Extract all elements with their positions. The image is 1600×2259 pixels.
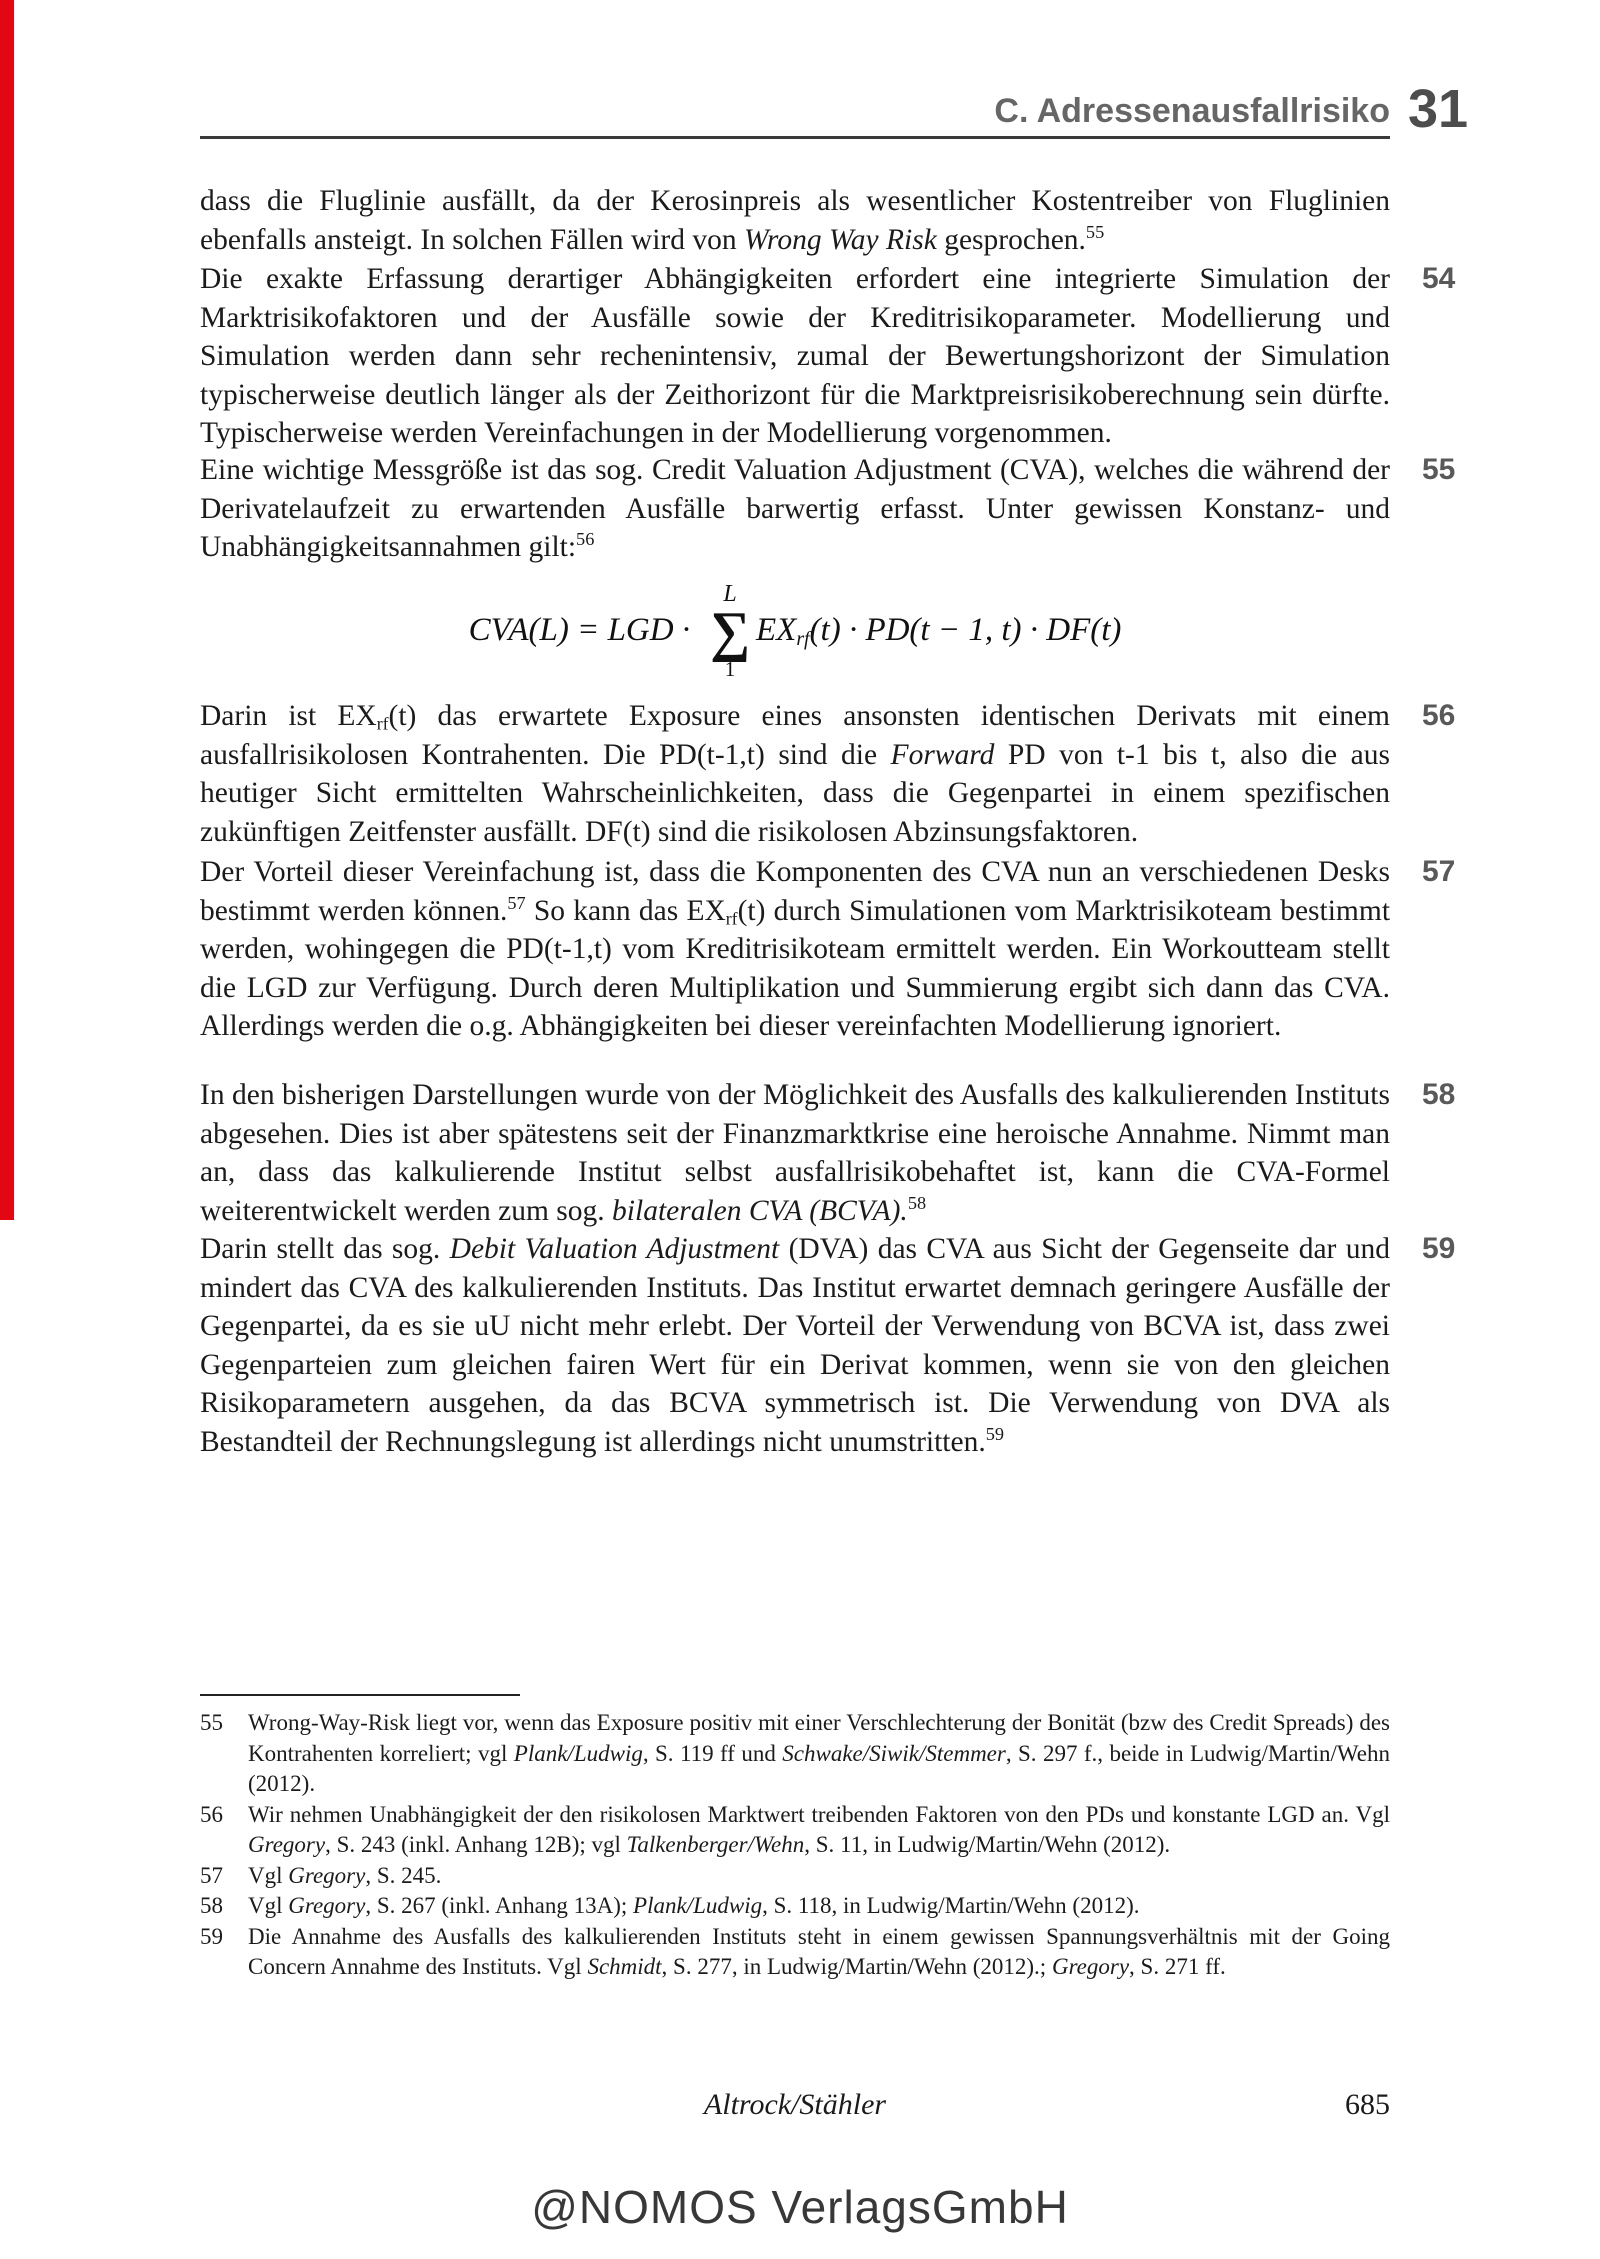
- text-run: 58: [907, 1192, 927, 1213]
- footer-authors: Altrock/Stähler: [703, 2088, 887, 2121]
- margin-number: 54: [1422, 262, 1456, 295]
- text-run: , S. 271 ff.: [1129, 1954, 1226, 1979]
- paragraph: [200, 182, 1390, 259]
- text-run: , S. 245.: [365, 1862, 442, 1888]
- formula-rhs: [756, 612, 1121, 649]
- paragraph: [200, 260, 1456, 453]
- text-run: , S. 119 ff und: [642, 1740, 783, 1766]
- text-run: Forward: [890, 738, 995, 771]
- text-run: dass die Fluglinie ausfällt, da der Kerosinpreis als wesentlicher Kostentreiber von Fluglinien ebenfalls ansteigt. In solchen Fällen wird von: [200, 185, 1390, 256]
- header-margin-page-marker: 31: [1408, 79, 1469, 139]
- margin-number: 55: [1422, 453, 1456, 486]
- text-run: Wrong Way Risk: [743, 223, 937, 256]
- footnote-number: 55: [200, 1710, 223, 1735]
- text-run: , S. 11, in Ludwig/Martin/Wehn (2012).: [804, 1832, 1171, 1857]
- paragraph: [200, 853, 1456, 1046]
- formula-rhs-subscript: rf: [796, 627, 810, 650]
- footer-page-number: 685: [1345, 2088, 1390, 2121]
- footnote-number: 59: [200, 1923, 223, 1949]
- margin-number: 58: [1422, 1078, 1456, 1111]
- paragraph-text: [200, 260, 1390, 453]
- text-run: Gregory: [288, 1862, 366, 1888]
- summation-symbol: [710, 582, 750, 680]
- footnote-number: 58: [200, 1893, 223, 1918]
- footnote: [200, 1708, 1390, 1800]
- text-run: , S. 243 (inkl. Anhang 12B); vgl: [325, 1832, 627, 1857]
- text-run: Wrong-Way-Risk liegt vor, wenn das Exposure positiv mit einer Verschlechterung der Bonität (bzw des Credit Spreads) des Kontrahenten korreliert; vgl: [248, 1710, 1390, 1766]
- footnote-text: [248, 1891, 1390, 1922]
- paragraph-text: [200, 451, 1390, 567]
- text-run: Vgl: [248, 1862, 289, 1888]
- formula-rhs-rest: (t) · PD(t − 1, t) · DF(t): [809, 612, 1122, 648]
- spine-red-bar: [0, 0, 14, 1220]
- paragraph-text: [200, 697, 1390, 851]
- footnote: [200, 1891, 1390, 1922]
- formula-rhs-base: EX: [756, 612, 797, 648]
- paragraph: [200, 697, 1456, 851]
- text-run: , S. 297 f., beide in Ludwig/Martin/Wehn (2012).: [248, 1740, 1390, 1796]
- text-run: In den bisherigen Darstellungen wurde von der Möglichkeit des Ausfalls des kalkulierenden Instituts abgesehen. Dies ist aber spätestens seit der Finanzmarktkrise eine heroische Annahme. Nimmt man an, dass das kalkulierende Institut selbst ausfallrisikobehaftet ist, kann die CVA-Formel weiterentwickelt werden zum sog.: [200, 1079, 1390, 1227]
- text-run: Der Vorteil dieser Vereinfachung ist, dass die Komponenten des CVA nun an verschiedenen Desks bestimmt werden können.: [200, 856, 1390, 927]
- text-run: Eine wichtige Messgröße ist das sog. Credit Valuation Adjustment (CVA), welches die während der Derivatelaufzeit zu erwartenden Ausfälle barwertig erfasst. Unter gewissen Konstanz- und Unabhängigkeitsannahmen gilt:: [200, 454, 1390, 563]
- text-run: (DVA) das CVA aus Sicht der Gegenseite dar und mindert das CVA des kalkulierenden Instituts. Das Institut erwartet demnach geringere Ausfälle der Gegenpartei, da es sie uU nicht mehr erlebt. Der Vorteil der Verwendung von BCVA ist, dass zwei Gegenparteien zum gleichen fairen Wert für ein Derivat kommen, wenn sie von den gleichen Risikoparametern ausgehen, da das BCVA symmetrisch ist. Die Verwendung von DVA als Bestandteil der Rechnungslegung ist allerdings nicht unumstritten.: [200, 1233, 1390, 1458]
- footnote-text: [248, 1800, 1390, 1861]
- text-run: , S. 267 (inkl. Anhang 13A);: [365, 1893, 634, 1918]
- text-run: 59: [985, 1423, 1004, 1444]
- paragraph-text: [200, 1076, 1390, 1230]
- header-section-title: C. Adressenausfallrisiko: [994, 92, 1390, 130]
- text-run: PD von t-1 bis t, also die aus heutiger Sicht ermittelten Wahrscheinlichkeiten, dass die Gegenpartei in einem spezifischen zukünftigen Zeitfenster ausfällt. DF(t) sind die risikolosen Abzinsungsfaktoren.: [200, 738, 1390, 848]
- footnotes: [200, 1708, 1390, 1983]
- text-run: Schmidt: [587, 1954, 662, 1979]
- paragraph: [200, 1076, 1456, 1230]
- footnote-separator-rule: [200, 1694, 520, 1696]
- sum-lower-limit: 1: [724, 656, 736, 681]
- text-run: Debit Valuation Adjustment: [449, 1233, 780, 1265]
- paragraph-text: [200, 853, 1390, 1046]
- text-run: Wir nehmen Unabhängigkeit der den risikolosen Marktwert treibenden Faktoren von den PDs und konstante LGD an. Vgl: [248, 1801, 1390, 1827]
- text-run: 57: [507, 892, 526, 913]
- text-run: gesprochen.: [936, 223, 1086, 256]
- footnote: [200, 1922, 1390, 1983]
- footnote-text: [248, 1922, 1390, 1983]
- header-rule: [200, 136, 1390, 139]
- footnote: [200, 1800, 1390, 1861]
- cva-formula: [200, 568, 1390, 693]
- text-run: Vgl: [248, 1893, 289, 1918]
- margin-number: 57: [1422, 855, 1456, 888]
- text-run: rf: [376, 713, 389, 734]
- paragraph-text: [200, 1230, 1390, 1461]
- text-run: 55: [1085, 221, 1105, 242]
- text-run: Plank/Ludwig: [513, 1740, 643, 1766]
- margin-number: 59: [1422, 1232, 1456, 1265]
- text-run: Die exakte Erfassung derartiger Abhängigkeiten erfordert eine integrierte Simulation der Marktrisikofaktoren und der Ausfälle sowie der Kreditrisikoparameter. Modellierung und Simulation werden dann sehr rechenintensiv, zumal der Bewertungshorizont der Simulation typischerweise deutlich länger als der Zeithorizont für die Marktpreisrisikoberechnung sein dürfte. Typischerweise werden Vereinfachungen in der Modellierung vorgenommen.: [200, 263, 1390, 449]
- footnote-number: 56: [200, 1801, 223, 1827]
- text-run: Darin stellt das sog.: [200, 1233, 450, 1265]
- footnote: [200, 1861, 1390, 1892]
- formula-lhs: CVA(L) = LGD ·: [468, 612, 691, 648]
- paragraph: [200, 451, 1456, 567]
- text-run: Gregory: [288, 1893, 366, 1918]
- margin-number: 56: [1422, 699, 1456, 732]
- text-run: (t) das erwartete Exposure eines ansonsten identischen Derivats mit einem ausfallrisikolosen Kontrahenten. Die PD(t-1,t) sind die: [200, 700, 1390, 771]
- footnote-text: [248, 1861, 1390, 1892]
- text-run: bilateralen CVA (BCVA).: [612, 1194, 908, 1227]
- text-run: rf: [725, 907, 738, 928]
- text-run: (t) durch Simulationen vom Marktrisikoteam bestimmt werden, wohingegen die PD(t-1,t) vom Kreditrisikoteam ermittelt werden. Ein Workoutteam stellt die LGD zur Verfügung. Durch deren Multiplikation und Summierung ergibt sich dann das CVA. Allerdings werden die o.g. Abhängigkeiten bei dieser vereinfachten Modellierung ignoriert.: [200, 894, 1391, 1042]
- footnote-text: [248, 1708, 1390, 1800]
- text-run: 56: [576, 529, 595, 550]
- sigma-icon: ∑: [710, 600, 751, 663]
- text-run: So kann das EX: [525, 894, 726, 927]
- text-run: Gregory: [248, 1832, 326, 1857]
- footnote-number: 57: [200, 1862, 223, 1888]
- text-run: , S. 277, in Ludwig/Martin/Wehn (2012).;: [661, 1954, 1052, 1979]
- text-run: Gregory: [1051, 1954, 1130, 1979]
- text-run: , S. 118, in Ludwig/Martin/Wehn (2012).: [762, 1893, 1140, 1918]
- sum-upper-limit: L: [723, 580, 737, 607]
- text-run: Talkenberger/Wehn: [626, 1832, 805, 1857]
- text-run: Schwake/Siwik/Stemmer: [782, 1740, 1006, 1766]
- text-run: Plank/Ludwig: [633, 1893, 763, 1918]
- paragraph: [200, 1230, 1456, 1461]
- publisher-watermark: @NOMOS VerlagsGmbH: [531, 2181, 1069, 2233]
- paragraph-text: [200, 182, 1390, 259]
- text-run: Darin ist EX: [200, 700, 377, 732]
- text-run: Die Annahme des Ausfalls des kalkulierenden Instituts steht in einem gewissen Spannungsverhältnis mit der Going Concern Annahme des Instituts. Vgl: [248, 1923, 1390, 1979]
